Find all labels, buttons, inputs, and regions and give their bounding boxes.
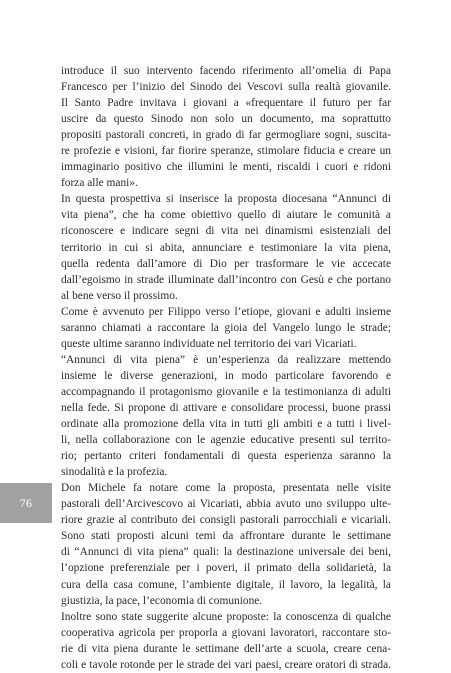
text-line: sinodalità e la profezia. [61, 466, 168, 479]
text-line: Sono stati proposti alcuni temi da affrontare durante le settimane [61, 530, 391, 543]
text-line: riore grazie al contributo dei consigli pastorali parrocchiali e vicariali. [61, 514, 391, 527]
text-line: insieme le diverse generazioni, in modo particolare favorendo e [61, 369, 391, 382]
text-line: li, nella collaborazione con le agenzie educative presenti sul territo- [61, 434, 391, 447]
text-line: Il Santo Padre invitava i giovani a «frequentare il futuro per far [61, 97, 391, 110]
text-line: uscire da questo Sinodo non solo un documento, ma soprattutto [61, 113, 391, 126]
text-line: pastorali dell’Arcivescovo ai Vicariati, abbia avuto uno sviluppo ulte- [61, 498, 391, 511]
text-line: immaginario positivo che illumini le menti, riscaldi i cuori e ridoni [61, 161, 391, 174]
text-line: Come è avvenuto per Filippo verso l’etiope, giovani e adulti insieme [61, 305, 391, 318]
text-line: saranno chiamati a raccontare la gioia del Vangelo lungo le strade; [61, 321, 391, 334]
body-text [61, 63, 391, 673]
text-line: dall’egoismo in strade illuminate dall’incontro con Gesù e che portano [61, 273, 391, 286]
text-line: “Annunci di vita piena” è un’esperienza da realizzare mettendo [61, 353, 391, 366]
text-line: territorio in cui si abita, annunciare e testimoniare la vita piena, [61, 241, 391, 254]
text-line: ordinate alla promozione della vita in tutti gli ambiti e a tutti i livel- [61, 418, 391, 431]
text-line: di “Annunci di vita piena” quali: la destinazione universale dei beni, [61, 546, 391, 559]
text-line: al bene verso il prossimo. [61, 289, 178, 302]
text-line: cura della casa comune, l’ambiente digitale, il lavoro, la legalità, la [61, 578, 391, 591]
text-line: nella fede. Si propone di attivare e consolidare processi, buone prassi [61, 401, 391, 414]
text-line: coli e tavole rotonde per le strade dei vari paesi, creare oratori di strada. [61, 658, 391, 671]
text-line: forza alle mani». [61, 177, 138, 190]
page-number: 76 [19, 495, 33, 510]
text-line: l’opzione preferenziale per i poveri, il primato della solidarietà, la [61, 562, 391, 575]
text-line: introduce il suo intervento facendo riferimento all’omelia di Papa [61, 65, 391, 77]
text-line: In questa prospettiva si inserisce la proposta diocesana “Annunci di [61, 193, 391, 206]
text-line: Don Michele fa notare come la proposta, presentata nelle visite [61, 482, 391, 495]
text-line: accompagnando il protagonismo giovanile e la testimonianza di adulti [61, 385, 391, 398]
text-line: Inoltre sono state suggerite alcune proposte: la conoscenza di qualche [61, 610, 391, 623]
text-line: vita piena”, che ha come obiettivo quello di aiutare le comunità a [61, 209, 391, 222]
text-line: Francesco per l’inizio del Sinodo dei Vescovi sulla realtà giovanile. [61, 81, 391, 94]
text-line: queste ultime saranno individuate nel territorio dei vari Vicariati. [61, 337, 357, 350]
text-line: rie di vita piena durante le settimane dell’arte a scuola, creare cena- [61, 642, 391, 655]
text-line: re profezie e visioni, far fiorire speranze, stimolare fiducia e creare un [61, 145, 391, 158]
text-line: giustizia, la pace, l’economia di comunione. [61, 594, 263, 607]
text-line: quella redenta dall’amore di Dio per trasformare le vie accecate [61, 257, 391, 270]
text-line: rio; pertanto criteri fondamentali di questa esperienza saranno la [61, 450, 391, 463]
text-line: cooperativa agricola per proporla a giovani lavoratori, raccontare sto- [61, 626, 391, 639]
page-number-tab [0, 483, 52, 523]
text-line: propositi pastorali concreti, in grado di far germogliare sogni, suscita- [61, 129, 391, 142]
text-line: riconoscere e indicare segni di vita nei dinamismi esistenziali del [61, 225, 391, 238]
